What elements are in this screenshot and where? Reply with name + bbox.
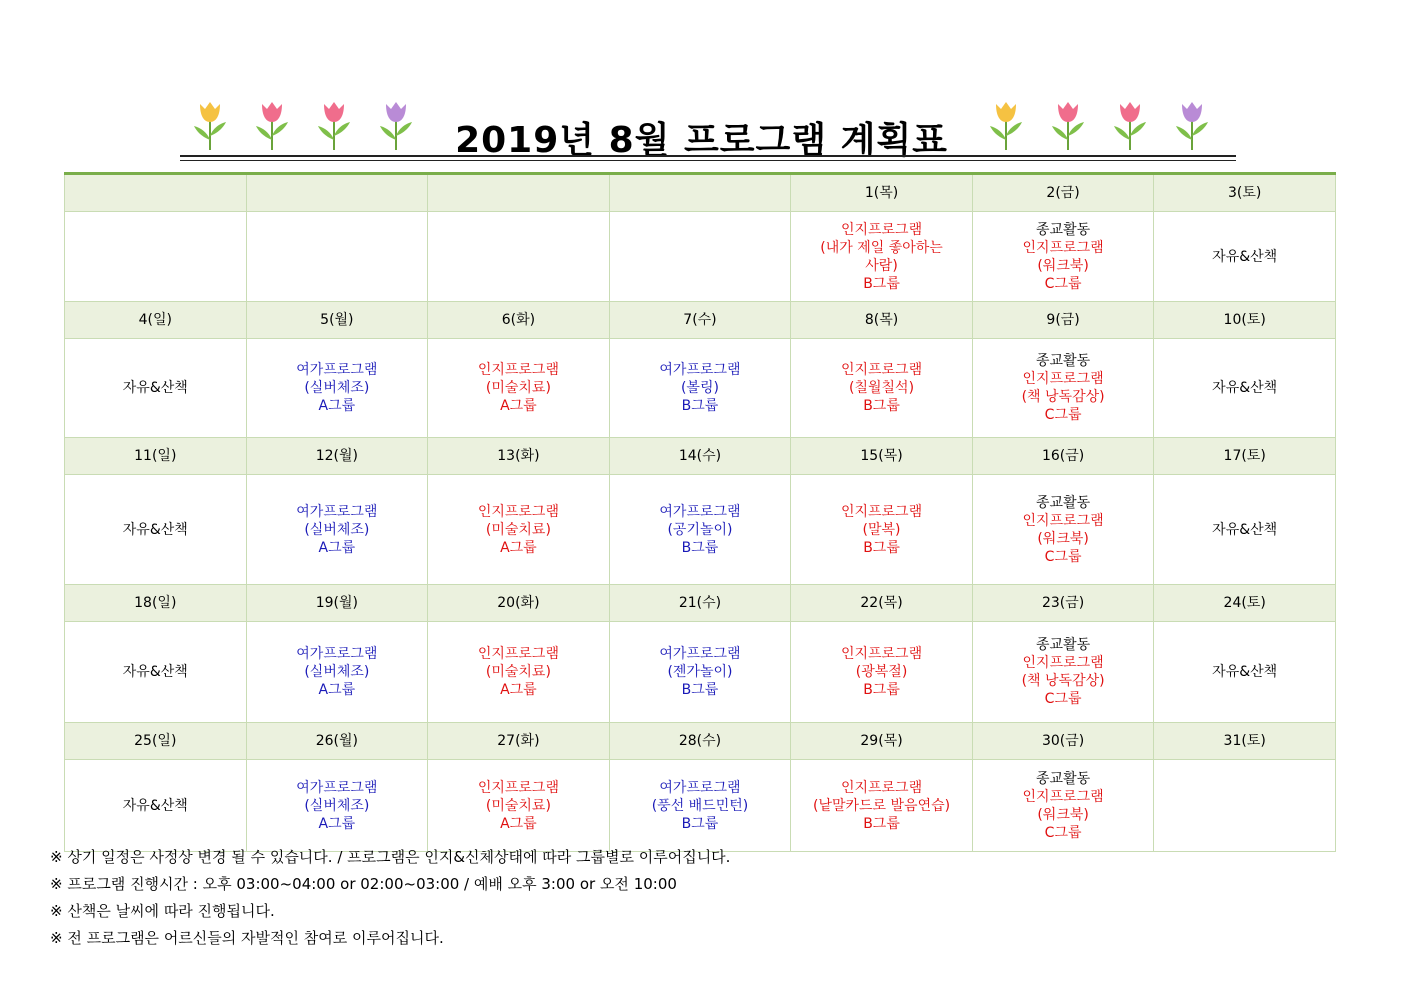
activity-cell: [972, 212, 1154, 302]
activity-line: (실버체조): [304, 521, 370, 538]
date-cell: 25(일): [65, 723, 247, 760]
activity-line: A그룹: [500, 682, 537, 698]
activity-line: B그룹: [681, 398, 719, 414]
activity-cell: [246, 339, 428, 438]
activity-line: A그룹: [318, 539, 356, 556]
activity-line: 인지프로그램: [1022, 788, 1104, 805]
activity-cell: [428, 212, 610, 302]
activity-cell: [791, 622, 973, 723]
activity-cell: [609, 212, 791, 302]
activity-line: 인지프로그램: [840, 779, 923, 796]
date-row: [65, 438, 1336, 475]
activity-cell: [972, 760, 1154, 852]
date-cell: 10(토): [1154, 302, 1336, 339]
activity-line: B그룹: [863, 398, 900, 414]
tulip-decoration-right: [982, 96, 1230, 152]
page-title: 2019년 8월 프로그램 계획표: [455, 120, 948, 161]
activity-cell: [65, 475, 247, 585]
date-cell: 26(월): [246, 723, 428, 760]
activity-line: 여가프로그램: [659, 503, 741, 520]
activity-line: B그룹: [863, 815, 900, 832]
activity-line: 자유&산책: [1212, 248, 1278, 265]
activity-line: 인지프로그램: [840, 362, 923, 378]
activity-cell: [609, 760, 791, 852]
activity-line: C그룹: [1044, 691, 1082, 707]
date-cell: 3(토): [1154, 174, 1336, 212]
activity-line: (미술치료): [485, 521, 551, 538]
activity-line: B그룹: [681, 815, 719, 832]
activity-line: (워크북): [1037, 257, 1089, 274]
activity-line: 자유&산책: [122, 521, 188, 538]
date-cell: [428, 174, 610, 212]
date-cell: 20(화): [428, 585, 610, 622]
activity-line: 종교활동: [1036, 770, 1091, 787]
activity-line: (워크북): [1037, 806, 1089, 823]
tulip-icon: [982, 96, 1030, 152]
activity-line: 여가프로그램: [659, 646, 741, 662]
activity-cell: [246, 760, 428, 852]
activity-line: 사람): [865, 257, 898, 274]
activity-line: 인지프로그램: [840, 646, 923, 662]
activity-line: (책 낭독감상): [1021, 673, 1105, 689]
activity-line: 여가프로그램: [296, 779, 378, 796]
date-cell: [246, 174, 428, 212]
activity-line: (낱말카드로 발음연습): [812, 797, 951, 814]
activity-line: (칠월칠석): [849, 380, 915, 396]
activity-cell: [972, 475, 1154, 585]
date-cell: 15(목): [791, 438, 973, 475]
date-cell: [609, 174, 791, 212]
activity-row: [65, 339, 1336, 438]
activity-line: (미술치료): [485, 797, 551, 814]
date-cell: 14(수): [609, 438, 791, 475]
activity-line: A그룹: [500, 539, 537, 556]
activity-line: 종교활동: [1036, 494, 1091, 511]
activity-cell: [428, 760, 610, 852]
activity-cell: [65, 212, 247, 302]
date-cell: 7(수): [609, 302, 791, 339]
activity-line: 인지프로그램: [1022, 371, 1104, 387]
date-cell: 29(목): [791, 723, 973, 760]
activity-line: 인지프로그램: [477, 646, 559, 662]
title-underline: [180, 155, 1236, 157]
activity-line: 인지프로그램: [840, 503, 923, 520]
note-line: ※ 전 프로그램은 어르신들의 자발적인 참여로 이루어집니다.: [50, 929, 444, 947]
activity-line: C그룹: [1044, 548, 1082, 565]
activity-cell: [1154, 622, 1336, 723]
activity-cell: [609, 339, 791, 438]
activity-cell: [791, 760, 973, 852]
activity-line: 자유&산책: [122, 664, 188, 680]
activity-cell: [972, 339, 1154, 438]
activity-cell: [791, 212, 973, 302]
activity-line: (내가 제일 좋아하는: [820, 239, 943, 256]
activity-line: 인지프로그램: [477, 503, 559, 520]
activity-cell: [428, 475, 610, 585]
date-row: [65, 174, 1336, 212]
date-cell: 30(금): [972, 723, 1154, 760]
activity-line: 자유&산책: [122, 380, 188, 396]
activity-line: (실버체조): [304, 664, 370, 680]
activity-cell: [65, 622, 247, 723]
activity-line: B그룹: [863, 682, 900, 698]
activity-line: (말복): [862, 521, 901, 538]
activity-line: (광복절): [855, 664, 908, 680]
activity-line: B그룹: [863, 539, 900, 556]
activity-line: C그룹: [1044, 407, 1082, 423]
notes: [50, 846, 730, 954]
date-cell: 17(토): [1154, 438, 1336, 475]
activity-cell: [1154, 212, 1336, 302]
activity-line: 인지프로그램: [1022, 239, 1104, 256]
date-cell: 8(목): [791, 302, 973, 339]
activity-line: B그룹: [681, 539, 719, 556]
date-row: [65, 302, 1336, 339]
date-cell: 2(금): [972, 174, 1154, 212]
activity-cell: [1154, 475, 1336, 585]
note-line: ※ 산책은 날씨에 따라 진행됩니다.: [50, 902, 275, 920]
activity-line: 인지프로그램: [1022, 512, 1104, 529]
activity-line: (실버체조): [304, 797, 370, 814]
activity-cell: [428, 622, 610, 723]
activity-line: 여가프로그램: [296, 503, 378, 520]
date-cell: 24(토): [1154, 585, 1336, 622]
activity-line: 자유&산책: [1212, 380, 1278, 396]
tulip-icon: [1106, 96, 1154, 152]
activity-cell: [428, 339, 610, 438]
activity-cell: [609, 622, 791, 723]
activity-line: 종교활동: [1036, 637, 1091, 653]
date-cell: 19(월): [246, 585, 428, 622]
date-cell: 6(화): [428, 302, 610, 339]
activity-cell: [246, 475, 428, 585]
activity-line: 자유&산책: [122, 797, 188, 814]
activity-line: 종교활동: [1036, 221, 1091, 238]
date-cell: 18(일): [65, 585, 247, 622]
tulip-icon: [1044, 96, 1092, 152]
note-line: ※ 프로그램 진행시간 : 오후 03:00~04:00 or 02:00~03:00 / 예배 오후 3:00 or 오전 10:00: [50, 875, 677, 893]
activity-cell: [246, 212, 428, 302]
activity-line: (책 낭독감상): [1021, 389, 1105, 405]
activity-cell: [791, 339, 973, 438]
activity-cell: [65, 760, 247, 852]
activity-line: B그룹: [863, 275, 900, 292]
activity-line: 인지프로그램: [477, 779, 559, 796]
activity-line: A그룹: [318, 682, 356, 698]
date-cell: 11(일): [65, 438, 247, 475]
activity-cell: [246, 622, 428, 723]
activity-line: 자유&산책: [1212, 521, 1278, 538]
date-cell: 31(토): [1154, 723, 1336, 760]
date-cell: 13(화): [428, 438, 610, 475]
activity-line: B그룹: [681, 682, 719, 698]
date-cell: 9(금): [972, 302, 1154, 339]
activity-line: 인지프로그램: [1022, 655, 1104, 671]
date-cell: 28(수): [609, 723, 791, 760]
activity-cell: [1154, 339, 1336, 438]
activity-line: 인지프로그램: [840, 221, 923, 238]
date-cell: [65, 174, 247, 212]
activity-line: A그룹: [500, 398, 537, 414]
activity-line: (젠가놀이): [667, 664, 733, 680]
activity-line: 인지프로그램: [477, 362, 559, 378]
date-cell: 27(화): [428, 723, 610, 760]
activity-line: (볼링): [680, 380, 719, 396]
title-underline-thin: [180, 160, 1236, 161]
activity-line: (미술치료): [485, 664, 551, 680]
note-line: ※ 상기 일정은 사정상 변경 될 수 있습니다. / 프로그램은 인지&신체상태에 따라 그룹별로 이루어집니다.: [50, 848, 731, 866]
activity-line: 여가프로그램: [296, 646, 378, 662]
date-cell: 5(월): [246, 302, 428, 339]
activity-line: (워크북): [1037, 530, 1089, 547]
activity-line: A그룹: [318, 815, 356, 832]
activity-cell: [65, 339, 247, 438]
date-cell: 23(금): [972, 585, 1154, 622]
date-row: [65, 585, 1336, 622]
date-cell: 4(일): [65, 302, 247, 339]
activity-line: 여가프로그램: [659, 779, 741, 796]
date-cell: 1(목): [791, 174, 973, 212]
activity-line: C그룹: [1044, 824, 1082, 841]
activity-cell: [972, 622, 1154, 723]
activity-line: (풍선 배드민턴): [651, 797, 749, 814]
activity-line: (미술치료): [485, 380, 551, 396]
activity-cell: [791, 475, 973, 585]
activity-cell: [1154, 760, 1336, 852]
activity-line: 종교활동: [1036, 353, 1091, 369]
activity-line: C그룹: [1044, 275, 1082, 292]
activity-line: (공기놀이): [667, 521, 733, 538]
date-cell: 16(금): [972, 438, 1154, 475]
activity-line: A그룹: [500, 815, 537, 832]
date-row: [65, 723, 1336, 760]
activity-cell: [609, 475, 791, 585]
date-cell: 12(월): [246, 438, 428, 475]
date-cell: 21(수): [609, 585, 791, 622]
activity-row: [65, 212, 1336, 302]
activity-line: 여가프로그램: [296, 362, 378, 378]
activity-row: [65, 622, 1336, 723]
activity-line: 자유&산책: [1212, 664, 1278, 680]
activity-line: (실버체조): [304, 380, 370, 396]
tulip-icon: [1168, 96, 1216, 152]
program-calendar: [64, 172, 1336, 852]
activity-line: A그룹: [318, 398, 356, 414]
activity-row: [65, 760, 1336, 852]
activity-line: 여가프로그램: [659, 362, 741, 378]
date-cell: 22(목): [791, 585, 973, 622]
activity-row: [65, 475, 1336, 585]
